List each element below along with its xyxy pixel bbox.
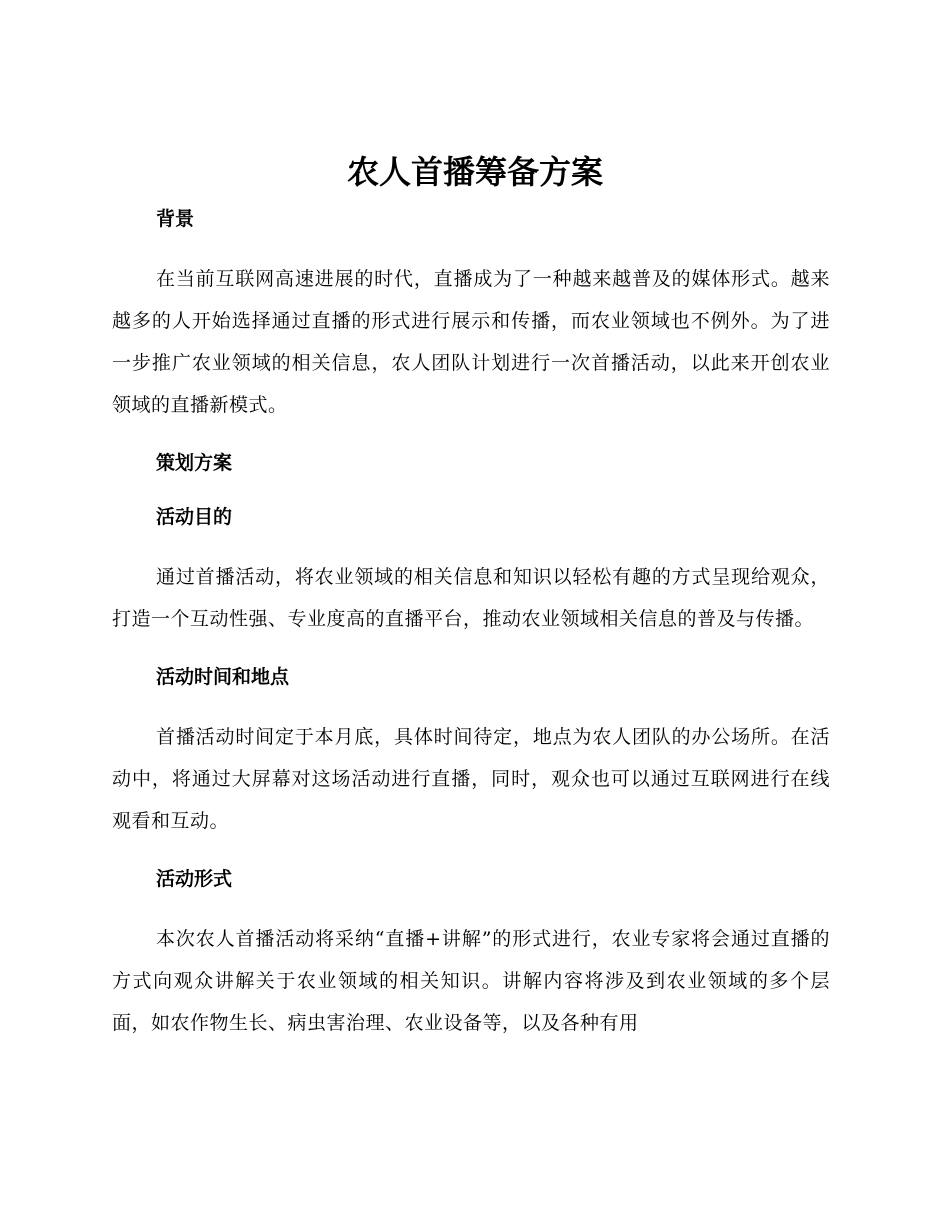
document-body (112, 204, 830, 1044)
section-heading-background: 背景 (156, 208, 195, 230)
section-paragraph-purpose: 通过首播活动，将农业领域的相关信息和知识以轻松有趣的方式呈现给观众，打造一个互动性强、专业度高的直播平台，推动农业领域相关信息的普及与传播。 (112, 566, 830, 630)
section-paragraph-format: 本次农人首播活动将采纳“直播+讲解”的形式进行，农业专家将会通过直播的方式向观众讲解关于农业领域的相关知识。讲解内容将涉及到农业领域的多个层面，如农作物生长、病虫害治理、农业设备等，以及各种有用 (112, 928, 830, 1034)
section-heading-plan: 策划方案 (156, 452, 233, 474)
section-heading-time-location: 活动时间和地点 (156, 666, 290, 688)
section-heading-purpose: 活动目的 (156, 506, 233, 528)
section-heading-format: 活动形式 (156, 868, 233, 890)
section-paragraph-time-location: 首播活动时间定于本月底，具体时间待定，地点为农人团队的办公场所。在活动中，将通过大屏幕对这场活动进行直播，同时，观众也可以通过互联网进行在线观看和互动。 (112, 726, 830, 832)
document-title: 农人首播筹备方案 (346, 153, 603, 191)
section-paragraph-background: 在当前互联网高速进展的时代，直播成为了一种越来越普及的媒体形式。越来越多的人开始选择通过直播的形式进行展示和传播，而农业领域也不例外。为了进一步推广农业领域的相关信息，农人团队计划进行一次首播活动，以此来开创农业领域的直播新模式。 (112, 268, 830, 416)
